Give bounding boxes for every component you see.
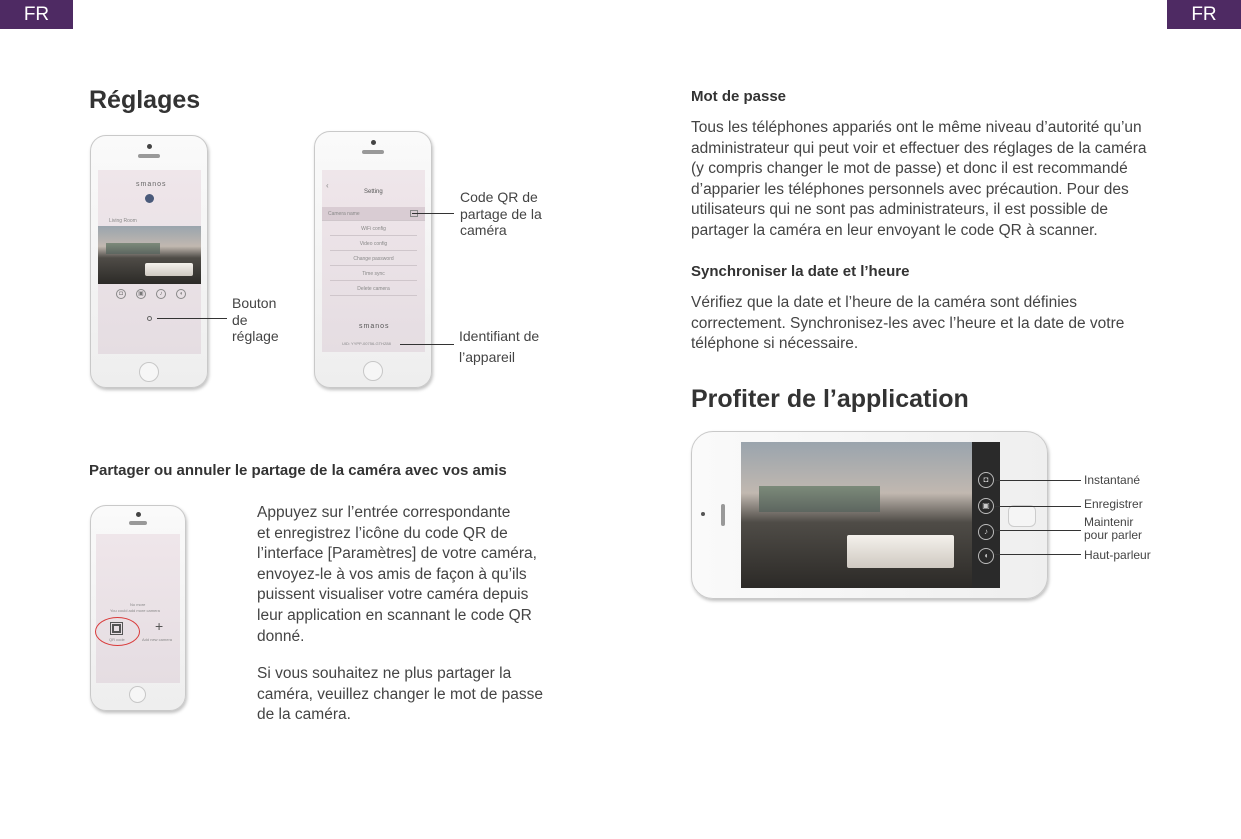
phone-camera-dot bbox=[371, 140, 376, 145]
add-more-text: You could add more camera bbox=[110, 608, 160, 613]
live-video-feed bbox=[98, 226, 201, 284]
callout-line-record bbox=[995, 506, 1081, 507]
snapshot-icon[interactable]: ◘ bbox=[116, 289, 126, 299]
record-icon[interactable]: ▣ bbox=[978, 498, 994, 514]
snapshot-icon[interactable]: ◘ bbox=[978, 472, 994, 488]
live-video-feed bbox=[741, 442, 972, 588]
camera-name-label: Living Room bbox=[109, 218, 137, 224]
setting-row-label: Camera name bbox=[328, 211, 360, 217]
microphone-icon[interactable]: ♪ bbox=[978, 524, 994, 540]
label-record: Enregistrer bbox=[1084, 497, 1143, 511]
home-button bbox=[1008, 505, 1036, 527]
share-heading: Partager ou annuler le partage de la caméra avec vos amis bbox=[89, 462, 507, 479]
camera-status-icon bbox=[145, 194, 154, 203]
back-icon[interactable]: ‹ bbox=[326, 181, 329, 190]
add-camera-label: Add new camera bbox=[142, 637, 173, 642]
setting-row-password[interactable] bbox=[330, 252, 417, 266]
speaker-icon[interactable]: ◖ bbox=[978, 548, 994, 564]
qr-highlight-circle bbox=[95, 617, 140, 646]
phone-share bbox=[90, 505, 186, 711]
phone-camera-dot bbox=[701, 512, 705, 516]
language-tab-right: FR bbox=[1167, 0, 1241, 29]
callout-line-qr bbox=[412, 213, 454, 214]
control-bar bbox=[972, 442, 1000, 588]
password-text: Tous les téléphones appariés ont le même niveau d’autorité qu’un administrateur qui peut voir et effectuer des réglages de la caméra (y compris changer le mot de passe) et donc il est recommandé d’apparier les téléphones personnels avec précaution. Pour des utilisateurs qui ne sont pas administrateurs, il est possible de partager la caméra en leur envoyant le code QR à scanner. bbox=[691, 119, 1147, 239]
language-tab-left: FR bbox=[0, 0, 73, 29]
phone-camera-dot bbox=[136, 512, 141, 517]
settings-screen-title: Setting bbox=[364, 189, 383, 195]
callout-line-snapshot bbox=[995, 480, 1081, 481]
home-button bbox=[363, 361, 383, 381]
setting-row-video[interactable] bbox=[330, 237, 417, 251]
callout-line-device-id bbox=[400, 344, 454, 345]
speaker-icon[interactable]: ◖ bbox=[176, 289, 186, 299]
settings-heading: Réglages bbox=[89, 86, 201, 114]
phone-screen bbox=[322, 170, 425, 352]
callout-setting-button: Bouton de réglage bbox=[232, 295, 279, 345]
setting-row-delete[interactable] bbox=[330, 282, 417, 296]
phone-screen bbox=[98, 170, 201, 354]
no-more-text: No more bbox=[130, 602, 146, 607]
brand-logo: smanos bbox=[359, 323, 390, 330]
setting-row-label: Delete camera bbox=[357, 286, 390, 292]
phone-camera-dot bbox=[147, 144, 152, 149]
callout-line-speaker bbox=[995, 554, 1081, 555]
settings-button-icon[interactable] bbox=[147, 316, 152, 321]
setting-row-label: Change password bbox=[353, 256, 394, 262]
home-button bbox=[139, 362, 159, 382]
label-snapshot: Instantané bbox=[1084, 473, 1141, 487]
unshare-instructions: Si vous souhaitez ne plus partager la caméra, veuillez changer le mot de passe de la caméra. bbox=[257, 665, 544, 724]
setting-row-time-sync[interactable] bbox=[330, 267, 417, 281]
setting-row-label: WiFi config bbox=[361, 226, 386, 232]
brand-logo: smanos bbox=[136, 181, 167, 188]
password-heading: Mot de passe bbox=[691, 88, 787, 105]
share-instructions: Appuyez sur l’entrée correspondante et enregistrez l’icône du code QR de l’interface [Paramètres] de votre caméra, envoyez-le à vos amis de façon à qu’ils puissent visualiser votre caméra depuis leur application en scannant le code QR donné. bbox=[257, 504, 537, 645]
add-camera-icon[interactable]: + bbox=[155, 618, 164, 634]
phone-speaker bbox=[721, 504, 725, 526]
phone-settings bbox=[314, 131, 432, 388]
label-hold-to-talk: Maintenir pour parler bbox=[1084, 515, 1143, 542]
phone-speaker bbox=[129, 521, 147, 525]
microphone-icon[interactable]: ♪ bbox=[156, 289, 166, 299]
phone-speaker bbox=[138, 154, 160, 158]
phone-landscape bbox=[691, 431, 1048, 599]
callout-line-setting bbox=[157, 318, 227, 319]
device-id-text: UID: YYPP-00756-GTHZ88 bbox=[342, 341, 391, 346]
record-icon[interactable]: ▣ bbox=[136, 289, 146, 299]
setting-row-label: Time sync bbox=[362, 271, 385, 277]
callout-qr-code: Code QR de partage de la caméra bbox=[460, 189, 542, 239]
app-heading: Profiter de l’application bbox=[691, 385, 969, 413]
setting-row-label: Video config bbox=[359, 241, 388, 247]
label-speaker: Haut-parleur bbox=[1084, 548, 1151, 562]
phone-screen bbox=[96, 534, 180, 683]
setting-row-wifi[interactable] bbox=[330, 222, 417, 236]
phone-speaker bbox=[362, 150, 384, 154]
phone-live-view bbox=[90, 135, 208, 388]
sync-text: Vérifiez que la date et l’heure de la caméra sont définies correctement. Synchronisez-les avec l’heure et la date de votre téléphone si nécessaire. bbox=[691, 294, 1125, 353]
callout-device-id: Identifiant de l’appareil bbox=[459, 328, 540, 365]
sync-heading: Synchroniser la date et l’heure bbox=[691, 263, 910, 280]
home-button bbox=[129, 686, 146, 703]
callout-line-talk bbox=[995, 530, 1081, 531]
qr-code-label: QR code bbox=[109, 637, 125, 642]
